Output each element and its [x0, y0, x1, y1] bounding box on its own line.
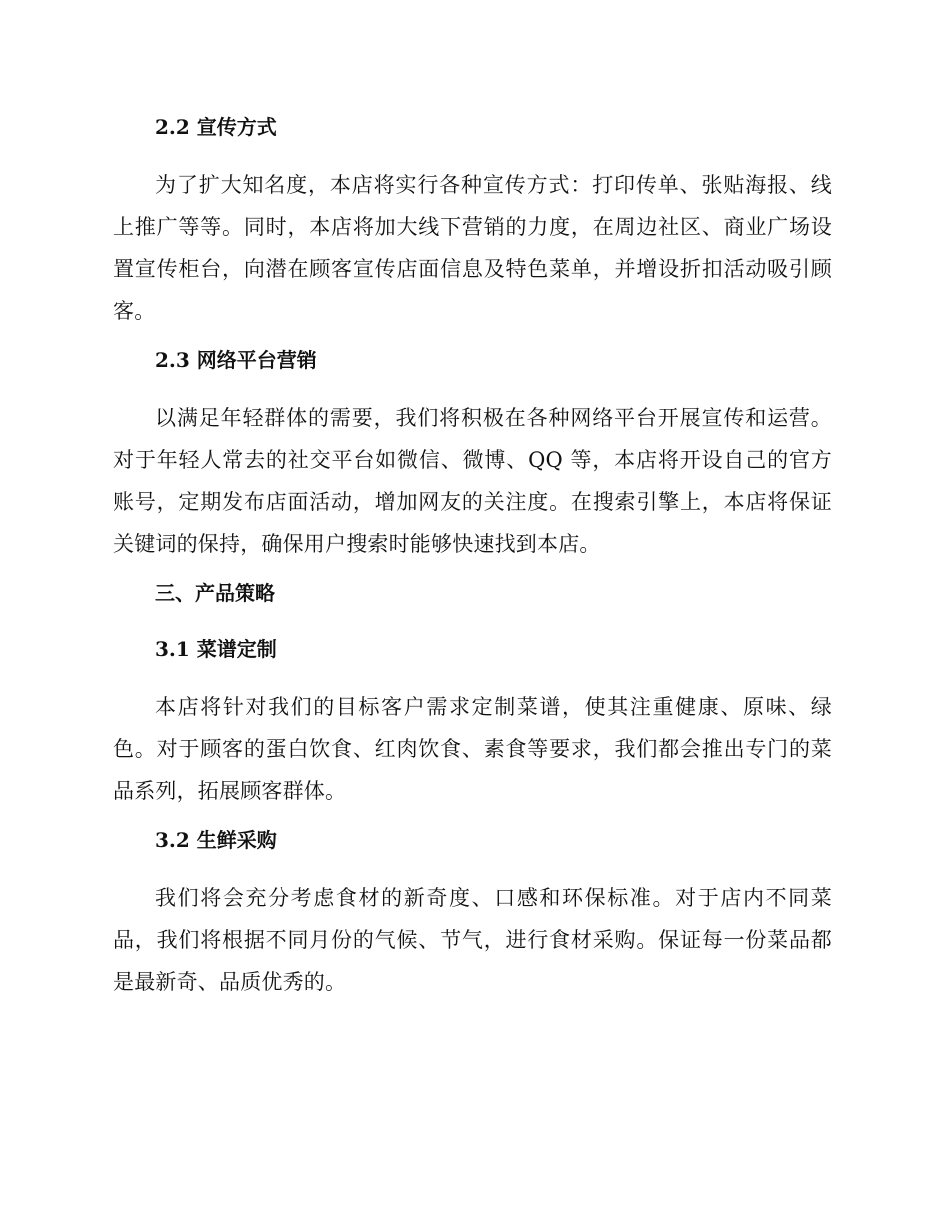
- section-paragraph-2-3: 以满足年轻群体的需要，我们将积极在各种网络平台开展宣传和运营。对于年轻人常去的社交平台如微信、微博、QQ 等，本店将开设自己的官方账号，定期发布店面活动，增加网友的关注度。在搜索引擎上，本店将保证关键词的保持，确保用户搜索时能够快速找到本店。: [113, 406, 832, 556]
- section-heading-2-2: 2.2 宣传方式: [155, 115, 277, 139]
- section-paragraph-3-2: 我们将会充分考虑食材的新奇度、口感和环保标准。对于店内不同菜品，我们将根据不同月份的气候、节气，进行食材采购。保证每一份菜品都是最新奇、品质优秀的。: [113, 886, 832, 994]
- section-paragraph-2-2: 为了扩大知名度，本店将实行各种宣传方式：打印传单、张贴海报、线上推广等等。同时，本店将加大线下营销的力度，在周边社区、商业广场设置宣传柜台，向潜在顾客宣传店面信息及特色菜单，并增设折扣活动吸引顾客。: [113, 173, 832, 323]
- section-heading-2-3: 2.3 网络平台营销: [155, 348, 317, 372]
- section-heading-3-1: 3.1 菜谱定制: [155, 637, 277, 661]
- chapter-heading-3: 三、产品策略: [155, 581, 275, 605]
- section-paragraph-3-1: 本店将针对我们的目标客户需求定制菜谱，使其注重健康、原味、绿色。对于顾客的蛋白饮食、红肉饮食、素食等要求，我们都会推出专门的菜品系列，拓展顾客群体。: [113, 695, 832, 803]
- section-heading-3-2: 3.2 生鲜采购: [155, 828, 277, 852]
